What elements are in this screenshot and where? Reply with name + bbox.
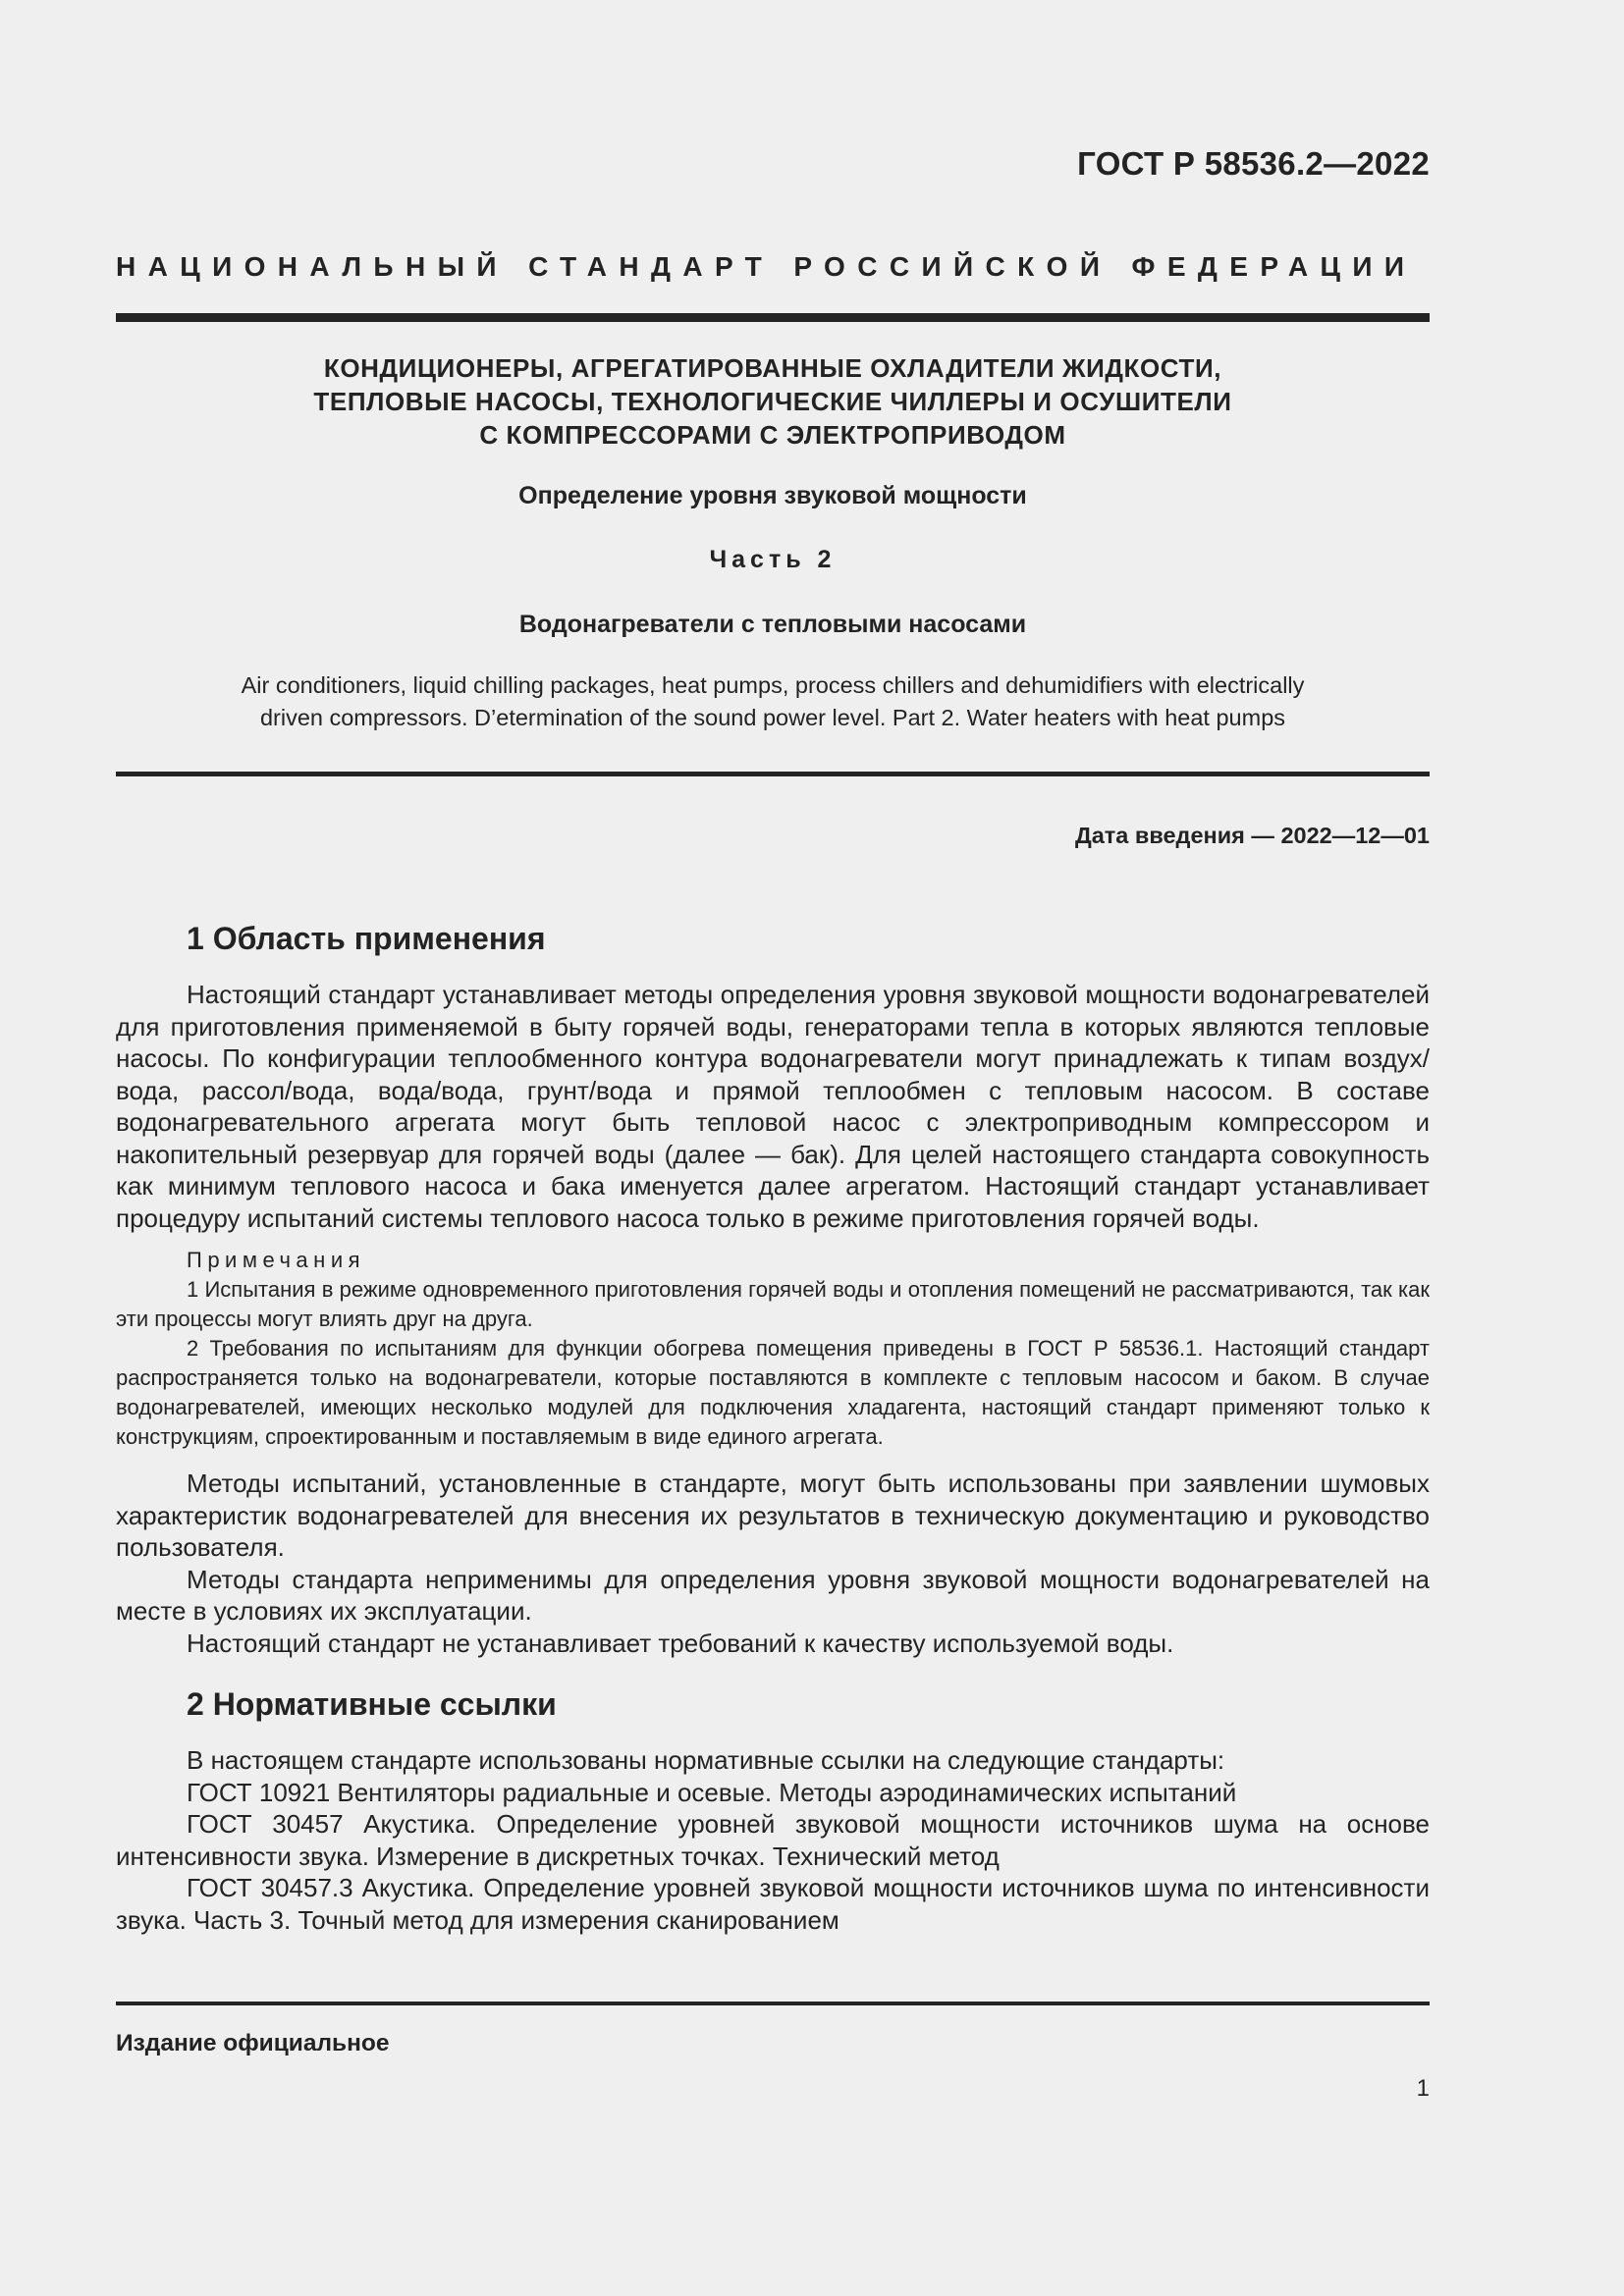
section-1-paragraph-4: Настоящий стандарт не устанавливает требований к качеству используемой воды.: [187, 1628, 1174, 1658]
section-1-paragraph-1: Настоящий стандарт устанавливает методы определения уровня звуковой мощности водонагревателей для приготовления применяемой в быту горячей воды, генераторами тепла в которых являются тепловые насосы. По конфигурации теплообменного контура водонагреватели могут принадлежать к типам воздух/вода, рассол/вода, вода/вода, грунт/вода и прямой теплообмен с тепловым насосом. В составе водонагревательного агрегата могут быть тепловой насос с электроприводным компрессором и накопительный резервуар для горячей воды (далее — бак). Для целей настоящего стандарта совокупность как минимум теплового насоса и бака именуется далее агрегатом. Настоящий стандарт устанавливает процедуру испытаний системы теплового насоса только в режиме приготовления горячей воды.: [116, 980, 1430, 1233]
section-1-paragraph-3: Методы стандарта неприменимы для определения уровня звуковой мощности водонагревателей на месте в условиях их эксплуатации.: [116, 1564, 1430, 1626]
section-1-paragraph-2: Методы испытаний, установленные в стандарте, могут быть использованы при заявлении шумовых характеристик водонагревателей для внесения их результатов в техническую документацию и руководство пользователя.: [116, 1468, 1430, 1562]
section-1-heading: 1 Область применения: [187, 921, 546, 956]
main-title: [116, 351, 1430, 452]
official-edition-label: Издание официальное: [116, 2030, 390, 2056]
main-title-line-3: С КОМПРЕССОРАМИ С ЭЛЕКТРОПРИВОДОМ: [479, 420, 1066, 450]
section-2-intro: В настоящем стандарте использованы нормативные ссылки на следующие стандарты:: [187, 1745, 1225, 1775]
reference-1: ГОСТ 10921 Вентиляторы радиальные и осевые. Методы аэродинамических испытаний: [187, 1777, 1237, 1807]
notes-heading: Примечания: [187, 1248, 366, 1272]
note-2: 2 Требования по испытаниям для функции обогрева помещения приведены в ГОСТ Р 58536.1. Настоящий стандарт распространяется только на водонагреватели, которые поставляются в комплекте с тепловым насосом и баком. В случае водонагревателей, имеющих несколько модулей для подключения хладагента, настоящий стандарт применяют только к конструкциям, спроектированным и поставляемым в виде единого агрегата.: [116, 1336, 1430, 1449]
page-number: 1: [1416, 2075, 1430, 2102]
main-title-line-1: КОНДИЦИОНЕРЫ, АГРЕГАТИРОВАННЫЕ ОХЛАДИТЕЛИ ЖИДКОСТИ,: [323, 353, 1222, 383]
english-title-line-2: driven compressors. D’etermination of the sound power level. Part 2. Water heaters with heat pumps: [259, 705, 1286, 730]
standard-number: ГОСТ Р 58536.2—2022: [1077, 145, 1430, 182]
reference-3: ГОСТ 30457.3 Акустика. Определение уровней звуковой мощности источников шума по интенсивности звука. Часть 3. Точный метод для измерения сканированием: [116, 1873, 1430, 1935]
subtitle: Определение уровня звуковой мощности: [518, 482, 1027, 509]
national-standard-banner: НАЦИОНАЛЬНЫЙ СТАНДАРТ РОССИЙСКОЙ ФЕДЕРАЦИИ: [116, 251, 1417, 282]
english-title: [116, 669, 1430, 734]
section-2-heading: 2 Нормативные ссылки: [187, 1686, 557, 1722]
title-rule: [116, 772, 1430, 776]
main-title-line-2: ТЕПЛОВЫЕ НАСОСЫ, ТЕХНОЛОГИЧЕСКИЕ ЧИЛЛЕРЫ И ОСУШИТЕЛИ: [313, 387, 1232, 416]
main-content: [116, 921, 1430, 1936]
footer-rule: [116, 2002, 1430, 2005]
english-title-line-1: Air conditioners, liquid chilling packages, heat pumps, process chillers and dehumidifiers with electrically: [241, 672, 1305, 698]
note-1: 1 Испытания в режиме одновременного приготовления горячей воды и отопления помещений не рассматриваются, так как эти процессы могут влиять друг на друга.: [116, 1277, 1430, 1331]
introduction-date: Дата введения — 2022—12—01: [1074, 823, 1430, 848]
part-title: Водонагреватели с тепловыми насосами: [518, 611, 1027, 638]
reference-2: ГОСТ 30457 Акустика. Определение уровней звуковой мощности источников шума на основе интенсивности звука. Измерение в дискретных точках. Технический метод: [116, 1809, 1430, 1871]
header-rule: [116, 313, 1430, 322]
part-label: Часть 2: [709, 546, 837, 573]
